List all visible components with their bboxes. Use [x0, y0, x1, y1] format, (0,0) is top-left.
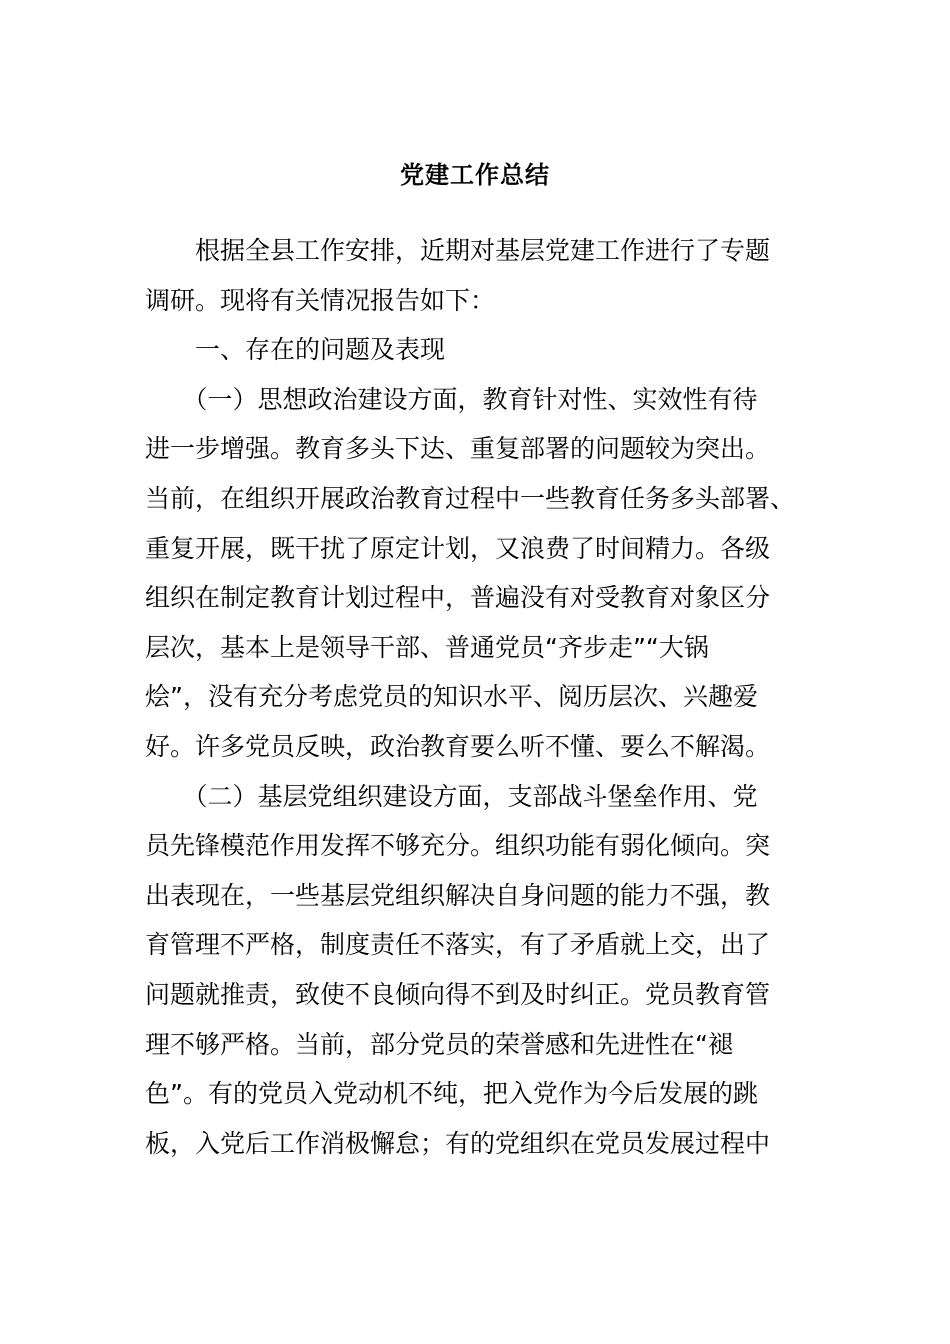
body-line: 调研。现将有关情况报告如下：	[145, 285, 496, 315]
body-line: 层次，基本上是领导干部、普通党员“齐步走”“大锅	[145, 632, 709, 662]
body-line: （二）基层党组织建设方面，支部战斗堡垒作用、党	[145, 781, 758, 811]
body-line: 问题就推责，致使不良倾向得不到及时纠正。党员教育管	[145, 979, 771, 1009]
document-title: 党建工作总结	[400, 161, 550, 189]
body-line: 出表现在，一些基层党组织解决自身问题的能力不强，教	[145, 880, 771, 910]
body-line: 板，入党后工作消极懈怠；有的党组织在党员发展过程中	[145, 1128, 771, 1158]
body-line: 理不够严格。当前，部分党员的荣誉感和先进性在“褪	[145, 1029, 733, 1059]
body-line: 重复开展，既干扰了原定计划，又浪费了时间精力。各级	[145, 533, 771, 563]
section-heading: 一、存在的问题及表现	[145, 335, 446, 365]
body-line: 烩”，没有充分考虑党员的知识水平、阅历层次、兴趣爱	[145, 682, 758, 712]
document-body	[145, 226, 825, 1168]
body-line: 员先锋模范作用发挥不够充分。组织功能有弱化倾向。突	[145, 831, 771, 861]
body-line: 色”。有的党员入党动机不纯，把入党作为今后发展的跳	[145, 1079, 758, 1109]
body-line: 当前，在组织开展政治教育过程中一些教育任务多头部署、	[145, 483, 796, 513]
body-line: 进一步增强。教育多头下达、重复部署的问题较为突出。	[145, 434, 771, 464]
body-line: （一）思想政治建设方面，教育针对性、实效性有待	[145, 384, 758, 414]
body-line: 根据全县工作安排，近期对基层党建工作进行了专题	[145, 236, 771, 265]
body-line: 育管理不严格，制度责任不落实，有了矛盾就上交，出了	[145, 930, 771, 960]
body-line: 好。许多党员反映，政治教育要么听不懂、要么不解渴。	[145, 731, 771, 761]
body-line: 组织在制定教育计划过程中，普遍没有对受教育对象区分	[145, 583, 771, 613]
